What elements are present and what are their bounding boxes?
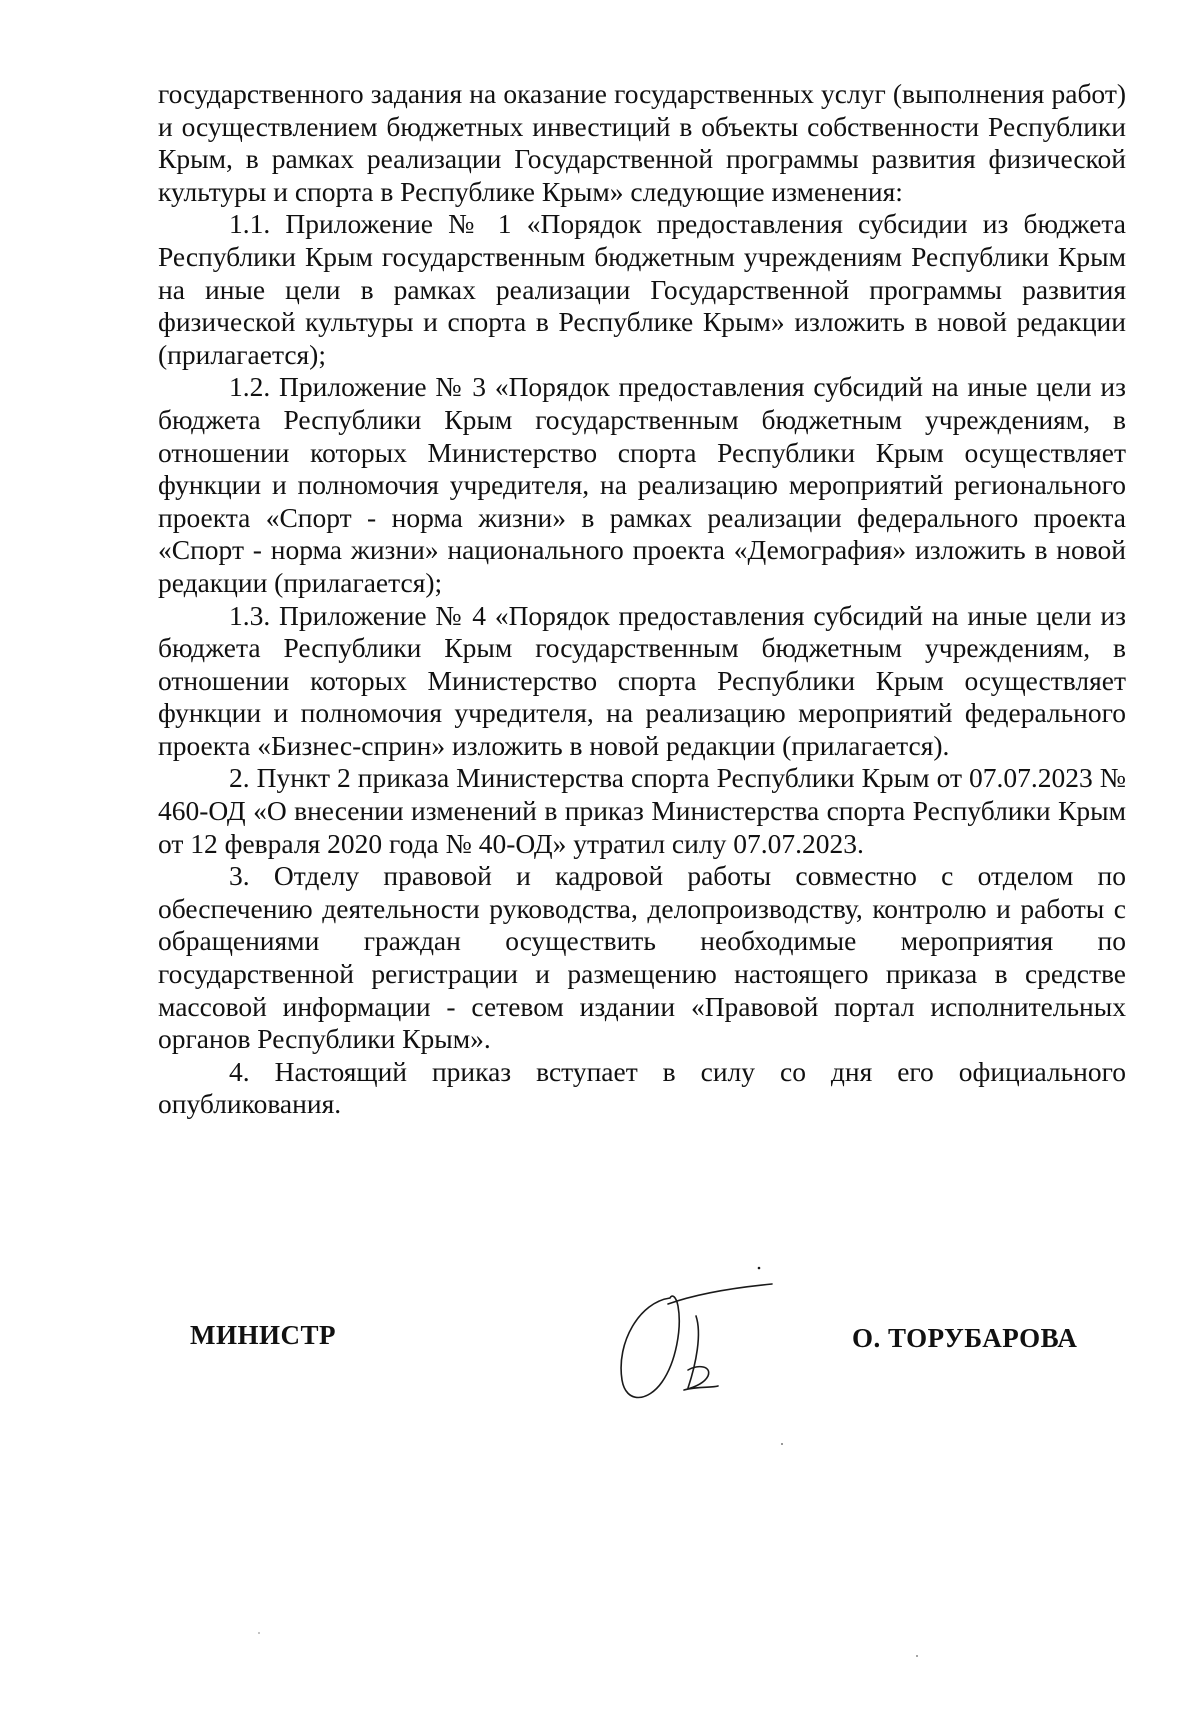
- scan-speck: [780, 1442, 784, 1446]
- paragraph-1-3: 1.3. Приложение № 4 «Порядок предоставления субсидий на иные цели из бюджета Республики Крым государственным бюджетным учреждениям, в отношении которых Министерство спорта Республики Крым осуществляет функции и полномочия учредителя, на реализацию мероприятий федерального проекта «Бизнес-сприн» изложить в новой редакции (прилагается).: [158, 599, 1126, 761]
- signature-block: [0, 1290, 1200, 1410]
- signatory-title: МИНИСТР: [190, 1320, 336, 1350]
- scan-speck: [257, 1631, 261, 1635]
- paragraph-1-1: 1.1. Приложение № 1 «Порядок предоставления субсидии из бюджета Республики Крым государственным бюджетным учреждениям Республики Крым на иные цели в рамках реализации Государственной программы развития физической культуры и спорта в Республике Крым» изложить в новой редакции (прилагается);: [158, 208, 1126, 370]
- paragraph-4: 4. Настоящий приказ вступает в силу со дня его официального опубликования.: [158, 1055, 1126, 1120]
- paragraph-2: 2. Пункт 2 приказа Министерства спорта Республики Крым от 07.07.2023 № 460-ОД «О внесении изменений в приказ Министерства спорта Республики Крым от 12 февраля 2020 года № 40-ОД» утратил силу 07.07.2023.: [158, 762, 1126, 859]
- document-body: [158, 78, 1126, 1121]
- paragraph-1-2: 1.2. Приложение № 3 «Порядок предоставления субсидий на иные цели из бюджета Республики Крым государственным бюджетным учреждениям, в отношении которых Министерство спорта Республики Крым осуществляет функции и полномочия учредителя, на реализацию мероприятий регионального проекта «Спорт - норма жизни» в рамках реализации федерального проекта «Спорт - норма жизни» национального проекта «Демография» изложить в новой редакции (прилагается);: [158, 371, 1126, 598]
- paragraph-3: 3. Отделу правовой и кадровой работы совместно с отделом по обеспечению деятельности руководства, делопроизводству, контролю и работы с обращениями граждан осуществить необходимые мероприятия по государственной регистрации и размещению настоящего приказа в средстве массовой информации - сетевом издании «Правовой портал исполнительных органов Республики Крым».: [158, 860, 1126, 1055]
- handwritten-signature: [600, 1264, 780, 1414]
- paragraph-intro-continuation: государственного задания на оказание государственных услуг (выполнения работ) и осуществлением бюджетных инвестиций в объекты собственности Республики Крым, в рамках реализации Государственной программы развития физической культуры и спорта в Республике Крым» следующие изменения:: [158, 78, 1126, 207]
- signatory-name: О. ТОРУБАРОВА: [852, 1323, 1078, 1353]
- scan-speck: [915, 1654, 919, 1658]
